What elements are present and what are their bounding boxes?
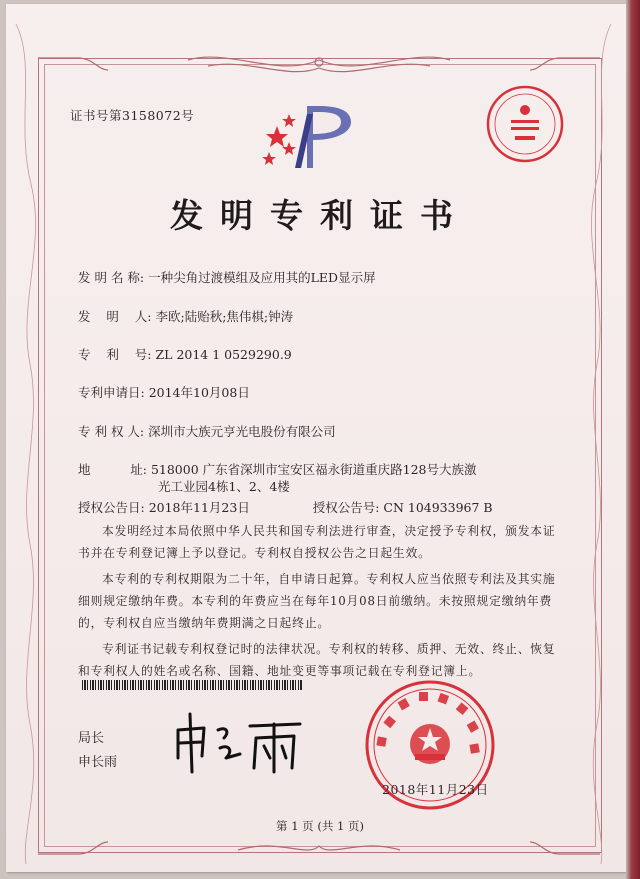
page-number: 第 1 页 (共 1 页) [276, 819, 364, 833]
barcode-icon [82, 680, 302, 690]
certificate-number: 证书号第3158072号 [70, 108, 195, 123]
grant-number-label: 授权公告号: [312, 500, 380, 515]
address-row [78, 460, 477, 478]
sipo-logo-icon [255, 96, 365, 176]
director-title: 局长 [78, 731, 105, 746]
body-paragraph-2: 本专利的专利权期限为二十年，自申请日起算。专利权人应当依照专利法及其实施细则规定缴纳年费。本专利的年费应当在每年10月08日前缴纳。未按照规定缴纳年费的，专利权自应当缴纳年费期满之日起终止。 [78, 572, 556, 630]
address-line1: 518000 广东省深圳市宝安区福永街道重庆路128号大族激 [150, 462, 477, 477]
inventor-row [78, 307, 293, 325]
inventor-value: 李欧;陆贻秋;焦伟棋;钟涛 [155, 309, 294, 324]
patentee-row [78, 422, 336, 440]
certificate-title: 发明专利证书 [170, 196, 470, 235]
patent-number-label: 专 利 号: [78, 347, 152, 362]
patentee-label: 专 利 权 人: [78, 424, 145, 439]
patentee-value: 深圳市大族元亨光电股份有限公司 [148, 424, 336, 439]
filing-date-label: 专利申请日: [78, 385, 145, 400]
printing-seal-icon [485, 84, 565, 164]
grant-number-value: CN 104933967 B [383, 500, 493, 515]
binding-edge [626, 0, 640, 879]
invention-name-row [78, 268, 376, 286]
grant-row [78, 498, 493, 516]
signature-icon [170, 708, 310, 778]
patent-number-row [78, 345, 292, 363]
patent-number-value: ZL 2014 1 0529290.9 [155, 347, 292, 362]
filing-date-value: 2014年10月08日 [148, 385, 250, 400]
invention-name-value: 一种尖角过渡模组及应用其的LED显示屏 [148, 270, 376, 285]
inventor-label: 发 明 人: [78, 309, 152, 324]
director-name: 申长雨 [78, 755, 118, 770]
body-paragraph-3: 专利证书记载专利权登记时的法律状况。专利权的转移、质押、无效、终止、恢复和专利权人的姓名或名称、国籍、地址变更等事项记载在专利登记簿上。 [78, 642, 556, 678]
grant-date-value: 2018年11月23日 [148, 500, 250, 515]
invention-name-label: 发 明 名 称: [78, 270, 145, 285]
address-line2: 光工业园4栋1、2、4楼 [158, 479, 290, 494]
certificate-body [78, 520, 564, 682]
body-paragraph-1: 本发明经过本局依照中华人民共和国专利法进行审查，决定授予专利权，颁发本证书并在专利登记簿上予以登记。专利权自授权公告之日起生效。 [78, 524, 556, 560]
grant-date-label: 授权公告日: [78, 500, 145, 515]
filing-date-row [78, 383, 250, 401]
seal-date: 2018年11月23日 [382, 782, 489, 797]
address-label: 地 址: [78, 462, 147, 477]
